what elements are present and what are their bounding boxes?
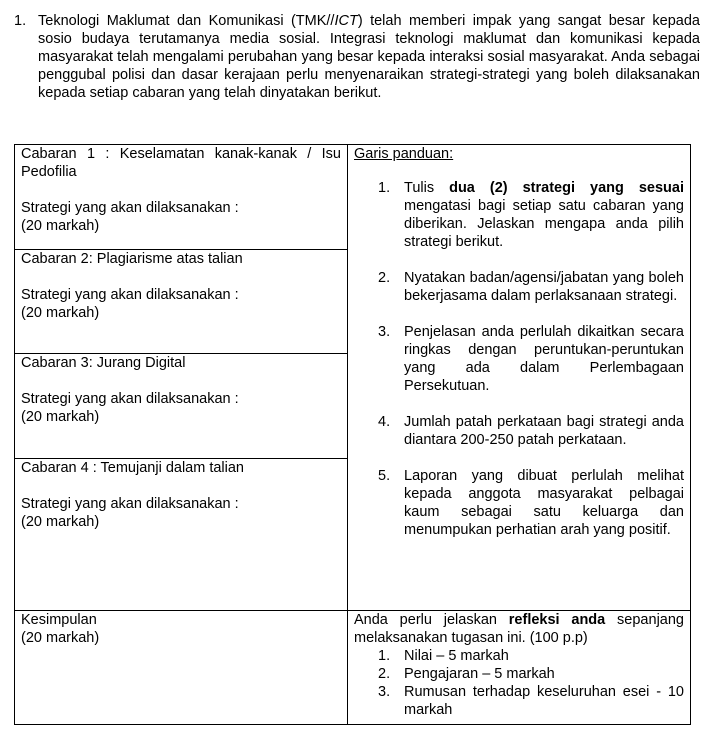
guide-item: 2. Nyatakan badan/agensi/jabatan yang boleh bekerjasama dalam perlaksanaan strategi. xyxy=(378,270,684,304)
challenge-4-cell xyxy=(15,459,348,611)
guide-list xyxy=(354,179,684,539)
conclusion-marks: (20 markah) xyxy=(21,630,100,646)
reflection-text: Anda perlu jelaskan refleksi anda sepanjang melaksanakan tugasan ini. (100 p.p) xyxy=(354,612,684,646)
guide-item: 5. Laporan yang dibuat perlulah melihat kepada anggota masyarakat pelbagai kaum sebagai satu keluarga dan menumpukan perhatian arah yang positif. xyxy=(378,468,684,538)
assignment-table xyxy=(14,144,691,725)
reflection-list xyxy=(354,647,684,719)
guide-item: 4. Jumlah patah perkataan bagi strategi anda diantara 200-250 patah perkataan. xyxy=(378,414,684,448)
challenge-1-cell xyxy=(15,145,348,250)
question-text: Teknologi Maklumat dan Komunikasi (TMK//ICT) telah memberi impak yang sangat besar kepada sosio budaya terutamanya media sosial. Integrasi teknologi maklumat dan komunikasi kepada masyarakat telah mengalami perubahan yang besar kepada interaksi sosial masyarakat. Anda sebagai penggubal polisi dan dasar kerajaan perlu menyenaraikan strategi-strategi yang boleh dilaksanakan kepada setiap cabaran yang telah dinyatakan berikut. xyxy=(38,13,700,101)
reflection-item: 3. Rumusan terhadap keseluruhan esei - 10 markah xyxy=(378,684,684,718)
challenge-4-strategy: Strategi yang akan dilaksanakan : xyxy=(21,496,239,512)
challenge-4-marks: (20 markah) xyxy=(21,514,100,530)
challenge-4-title: Cabaran 4 : Temujanji dalam talian xyxy=(21,460,245,476)
challenge-3-marks: (20 markah) xyxy=(21,409,100,425)
challenge-1-title: Cabaran 1 : Keselamatan kanak-kanak / Isu Pedofilia xyxy=(21,146,341,180)
reflection-item: 1. Nilai – 5 markah xyxy=(378,648,509,664)
reflection-item: 2. Pengajaran – 5 markah xyxy=(378,666,555,682)
challenge-2-cell xyxy=(15,250,348,354)
challenge-1-strategy: Strategi yang akan dilaksanakan : xyxy=(21,200,239,216)
challenge-3-title: Cabaran 3: Jurang Digital xyxy=(21,355,186,371)
challenge-1-marks: (20 markah) xyxy=(21,218,100,234)
reflection-cell xyxy=(348,611,691,725)
guide-heading: Garis panduan: xyxy=(354,146,454,162)
challenge-2-title: Cabaran 2: Plagiarisme atas talian xyxy=(21,251,243,267)
challenge-2-marks: (20 markah) xyxy=(21,305,100,321)
conclusion-title: Kesimpulan xyxy=(21,612,97,628)
challenge-3-cell xyxy=(15,354,348,459)
challenge-2-strategy: Strategi yang akan dilaksanakan : xyxy=(21,287,239,303)
guide-item: 3. Penjelasan anda perlulah dikaitkan secara ringkas dengan peruntukan-peruntukan yang ada dalam Perlembagaan Persekutuan. xyxy=(378,324,684,394)
question-number: 1. xyxy=(14,13,27,29)
conclusion-cell xyxy=(15,611,348,725)
guide-item: 1. Tulis dua (2) strategi yang sesuai mengatasi bagi setiap satu cabaran yang diberikan. Jelaskan mengapa anda pilih strategi berikut. xyxy=(378,180,684,250)
challenge-3-strategy: Strategi yang akan dilaksanakan : xyxy=(21,391,239,407)
guide-cell xyxy=(348,145,691,611)
